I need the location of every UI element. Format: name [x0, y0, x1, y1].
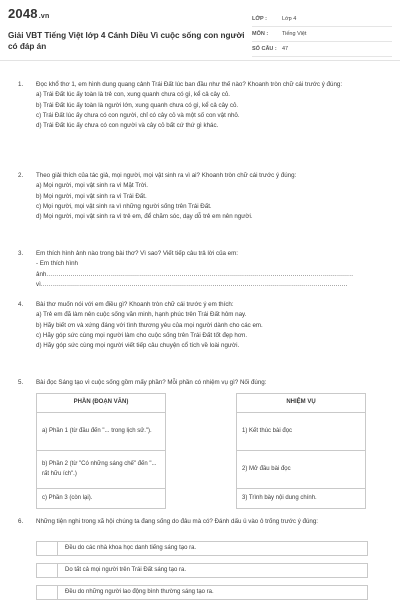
column-header-parts: PHẦN (ĐOẠN VĂN) [37, 394, 166, 413]
answer-line-2[interactable]: vì........................................................................................................................................................ [36, 280, 348, 288]
meta-grade: LỚP : Lớp 4 [252, 12, 392, 27]
option-text: Do tất cả mọi người trên Trái Đất sáng tạo ra. [65, 567, 187, 573]
option-b[interactable]: b) Hãy biết ơn và xứng đáng với tình thương yêu của mọi người dành cho các em. [36, 321, 263, 329]
option-row [36, 541, 368, 556]
task-cell[interactable]: 3) Trình bày nội dung chính. [237, 489, 366, 509]
question-number: 1. [18, 81, 24, 88]
question-text: Theo giải thích của tác giả, mọi người, mọi vật sinh ra vì ai? Khoanh tròn chữ cái trước ý đúng: [36, 172, 297, 179]
option-d[interactable]: d) Trái Đất lúc ấy chưa có con người và cây cỏ bất cứ thứ gì khác. [36, 122, 219, 130]
page-title: Giải VBT Tiếng Việt lớp 4 Cánh Diều Vì cuộc sống con người có đáp án [8, 31, 245, 51]
option-c[interactable]: c) Trái Đất lúc ấy chưa có con người, chỉ có cây cỏ và một số con vật nhỏ. [36, 111, 240, 119]
checkbox[interactable] [37, 586, 58, 599]
task-cell[interactable]: 1) Kết thúc bài đọc [237, 413, 366, 451]
site-logo[interactable]: 2048.vn [8, 6, 50, 21]
meta-question-count: SỐ CÂU : 47 [252, 42, 392, 57]
connector-cell[interactable] [166, 413, 237, 451]
question-text: Bài đọc Sáng tạo vì cuộc sống gồm mấy phần? Mỗi phần có nhiệm vụ gì? Nối đúng: [36, 379, 267, 386]
option-c[interactable]: c) Mọi người, mọi vật sinh ra vì những người sống trên Trái Đất. [36, 202, 212, 210]
option-d[interactable]: d) Mọi người, mọi vật sinh ra vì trẻ em, để chăm sóc, dạy dỗ trẻ em nên người. [36, 213, 253, 221]
option-d[interactable]: d) Hãy góp sức cùng mọi người viết tiếp câu chuyện cổ tích về loài người. [36, 342, 240, 350]
meta-info [252, 12, 392, 57]
question-text: Đọc khổ thơ 1, em hình dung quang cảnh Trái Đất lúc ban đầu như thế nào? Khoanh tròn chữ cái trước ý đúng: [36, 81, 343, 88]
part-cell[interactable]: a) Phần 1 (từ đầu đến "... trong lịch sử."). [37, 413, 166, 451]
checkbox[interactable] [37, 542, 58, 555]
connector-cell[interactable] [166, 451, 237, 489]
question-number: 3. [18, 250, 24, 257]
question-number: 2. [18, 172, 24, 179]
question-number: 4. [18, 301, 24, 308]
matching-table [36, 393, 366, 509]
checkbox[interactable] [37, 564, 58, 577]
connector-column [166, 394, 237, 413]
question-text: Bài thơ muốn nói với em điều gì? Khoanh tròn chữ cái trước ý em thích: [36, 301, 234, 308]
header [0, 0, 400, 61]
question-number: 5. [18, 379, 24, 386]
option-c[interactable]: c) Hãy góp sức cùng mọi người làm cho cuộc sống trên Trái Đất tốt đẹp hơn. [36, 331, 248, 339]
connector-cell[interactable] [166, 489, 237, 509]
option-b[interactable]: b) Mọi người, mọi vật sinh ra vì Trái Đất. [36, 192, 147, 200]
meta-subject: MÔN : Tiếng Việt [252, 27, 392, 42]
answer-line-1[interactable]: - Em thích hình ảnh........................................................................................................................................................ [36, 260, 354, 278]
part-cell[interactable]: c) Phần 3 (còn lại). [37, 489, 166, 509]
task-cell[interactable]: 2) Mở đầu bài đọc [237, 451, 366, 489]
option-row [36, 563, 368, 578]
question-number: 6. [18, 518, 24, 525]
option-text: Đều do các nhà khoa học danh tiếng sáng tạo ra. [65, 545, 197, 551]
option-row [36, 585, 368, 600]
option-text: Đều do những người lao động bình thường sáng tạo ra. [65, 589, 214, 595]
question-text: Em thích hình ảnh nào trong bài thơ? Vì sao? Viết tiếp câu trả lời của em: [36, 250, 238, 257]
option-a[interactable]: a) Trái Đất lúc ấy toàn là trẻ con, xung quanh chưa có gì, kể cả cây cỏ. [36, 91, 230, 99]
option-a[interactable]: a) Mọi người, mọi vật sinh ra vì Mặt Trời. [36, 182, 148, 190]
part-cell[interactable]: b) Phần 2 (từ "Có những sáng chế" đến "... rất hữu ích".) [37, 451, 166, 489]
question-text: Những tiện nghi trong xã hội chúng ta đang sống do đâu mà có? Đánh dấu ü vào ô trống trước ý đúng: [36, 518, 319, 525]
option-b[interactable]: b) Trái Đất lúc ấy toàn là người lớn, xung quanh chưa có gì, kể cả cây cỏ. [36, 101, 239, 109]
column-header-tasks: NHIỆM VỤ [237, 394, 366, 413]
option-a[interactable]: a) Trẻ em đã làm nên cuộc sống văn minh, hạnh phúc trên Trái Đất hôm nay. [36, 311, 247, 319]
